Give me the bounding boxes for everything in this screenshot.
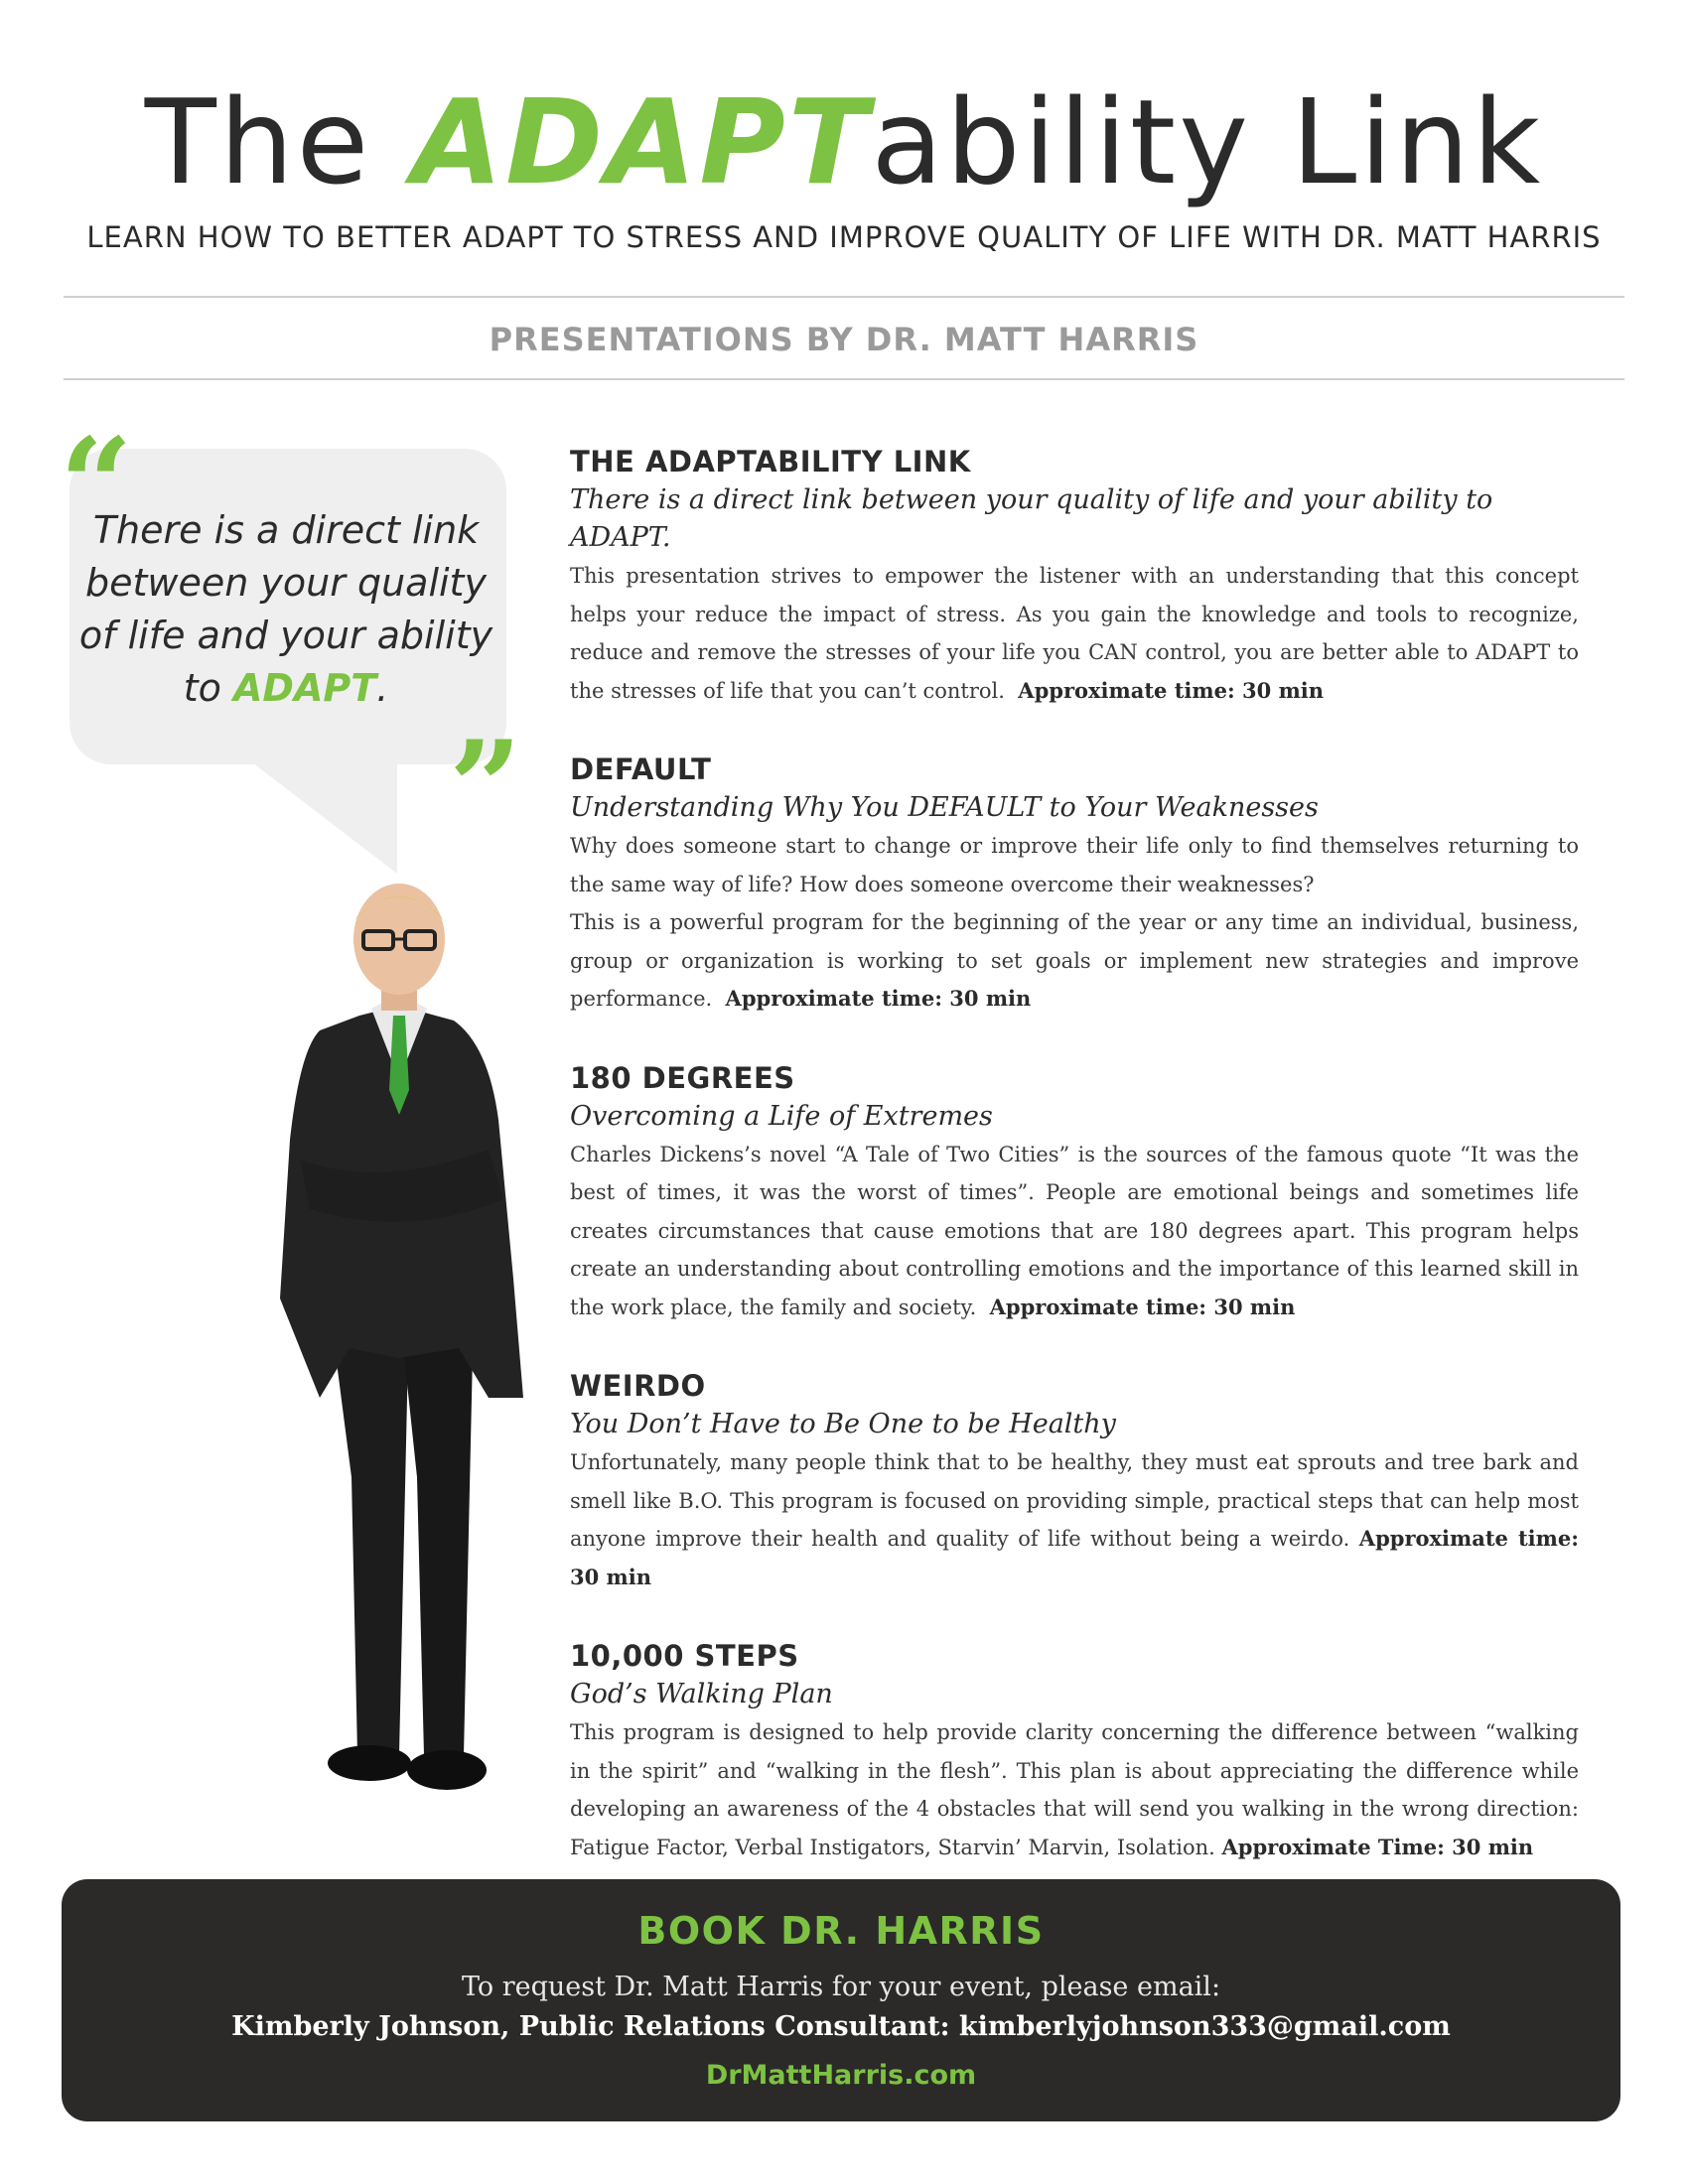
presentation-list bbox=[570, 442, 1579, 1866]
title-highlight: ADAPT bbox=[411, 73, 872, 210]
website-link[interactable]: DrMattHarris.com bbox=[705, 2060, 977, 2091]
presentation-tagline: Understanding Why You DEFAULT to Your Weaknesses bbox=[570, 792, 1319, 823]
description-text: This is a powerful program for the beginning of the year or any time an individual, business, group or organization is working to set goals or implement new strategies and improve performance. bbox=[570, 910, 1579, 1011]
description-text: Unfortunately, many people think that to be healthy, they must eat sprouts and tree bark and smell like B.O. This program is focused on providing simple, practical steps that can help most anyone improve their health and quality of life without being a weirdo. bbox=[570, 1450, 1579, 1551]
page-title bbox=[0, 68, 1688, 216]
close-quote-icon: ” bbox=[449, 714, 522, 863]
presentation-tagline: You Don’t Have to Be One to be Healthy bbox=[570, 1409, 1116, 1439]
presentation-entry bbox=[570, 1058, 1579, 1327]
presentation-title: THE ADAPTABILITY LINK bbox=[570, 445, 971, 478]
pull-quote-end: . bbox=[376, 666, 389, 710]
title-post: ability Link bbox=[871, 73, 1544, 210]
presentation-time: Approximate time: 30 min bbox=[725, 986, 1032, 1011]
presentation-tagline: God’s Walking Plan bbox=[570, 1679, 833, 1709]
presentation-description bbox=[570, 1443, 1579, 1596]
section-divider bbox=[64, 378, 1624, 380]
pull-quote bbox=[71, 504, 500, 715]
presentation-tagline: Overcoming a Life of Extremes bbox=[570, 1100, 993, 1132]
presentation-time: Approximate Time: 30 min bbox=[1221, 1834, 1534, 1859]
presentation-entry bbox=[570, 1636, 1579, 1866]
presentation-title: WEIRDO bbox=[570, 1369, 706, 1403]
pull-quote-emphasis: ADAPT bbox=[233, 666, 377, 710]
open-quote-icon: “ bbox=[60, 411, 133, 560]
speaker-photo bbox=[260, 882, 538, 1815]
page-subtitle: LEARN HOW TO BETTER ADAPT TO STRESS AND IMPROVE QUALITY OF LIFE WITH DR. MATT HARRIS bbox=[86, 220, 1602, 254]
presentation-entry bbox=[570, 442, 1579, 710]
presentation-description bbox=[570, 827, 1579, 1019]
title-pre: The bbox=[144, 73, 372, 210]
presentation-description bbox=[570, 557, 1579, 710]
presentation-tagline: There is a direct link between your quality of life and your ability to ADAPT. bbox=[570, 484, 1493, 553]
presentation-description bbox=[570, 1713, 1579, 1866]
presentation-title: 10,000 STEPS bbox=[570, 1639, 799, 1673]
presentation-time: Approximate time: 30 min bbox=[1018, 677, 1325, 703]
section-label: PRESENTATIONS BY DR. MATT HARRIS bbox=[489, 321, 1199, 358]
booking-footer bbox=[62, 1879, 1620, 2121]
pull-quote-text: There is a direct link between your quality of life and your ability to bbox=[78, 508, 493, 710]
presentation-title: 180 DEGREES bbox=[570, 1060, 795, 1095]
description-text: Why does someone start to change or improve their life only to find themselves returning to the same way of life? How does someone overcome their weaknesses? bbox=[570, 834, 1579, 896]
top-divider bbox=[64, 296, 1624, 298]
footer-contact-email[interactable]: Kimberly Johnson, Public Relations Consultant: kimberlyjohnson333@gmail.com bbox=[231, 2011, 1451, 2042]
description-text: This program is designed to help provide clarity concerning the difference between “walking in the spirit” and “walking in the flesh”. This plan is about appreciating the difference while developing an awareness of the 4 obstacles that will send you walking in the wrong direction: Fatigue Factor, Verbal Instigators, Starvin’ Marvin, Isolation. bbox=[570, 1720, 1579, 1859]
presentation-entry bbox=[570, 1366, 1579, 1596]
description-text: Charles Dickens’s novel “A Tale of Two Cities” is the sources of the famous quote “It was the best of times, it was the worst of times”. People are emotional beings and sometimes life creates circumstances that cause emotions that are 180 degrees apart. This program helps create an understanding about controlling emotions and the importance of this learned skill in the work place, the family and society. bbox=[570, 1142, 1579, 1319]
presentation-time: Approximate time: 30 min bbox=[570, 1526, 1579, 1589]
presentation-description bbox=[570, 1136, 1579, 1327]
presentation-time: Approximate time: 30 min bbox=[989, 1294, 1296, 1319]
description-text: This presentation strives to empower the listener with an understanding that this concept helps your reduce the impact of stress. As you gain the knowledge and tools to recognize, reduce and remove the stresses of your life you CAN control, you are better able to ADAPT to the stresses of life that you can’t control. bbox=[570, 564, 1579, 703]
presentation-entry bbox=[570, 750, 1579, 1019]
footer-heading: BOOK DR. HARRIS bbox=[637, 1909, 1045, 1953]
presentation-title: DEFAULT bbox=[570, 752, 712, 786]
footer-request-text: To request Dr. Matt Harris for your event, please email: bbox=[461, 1972, 1221, 2002]
